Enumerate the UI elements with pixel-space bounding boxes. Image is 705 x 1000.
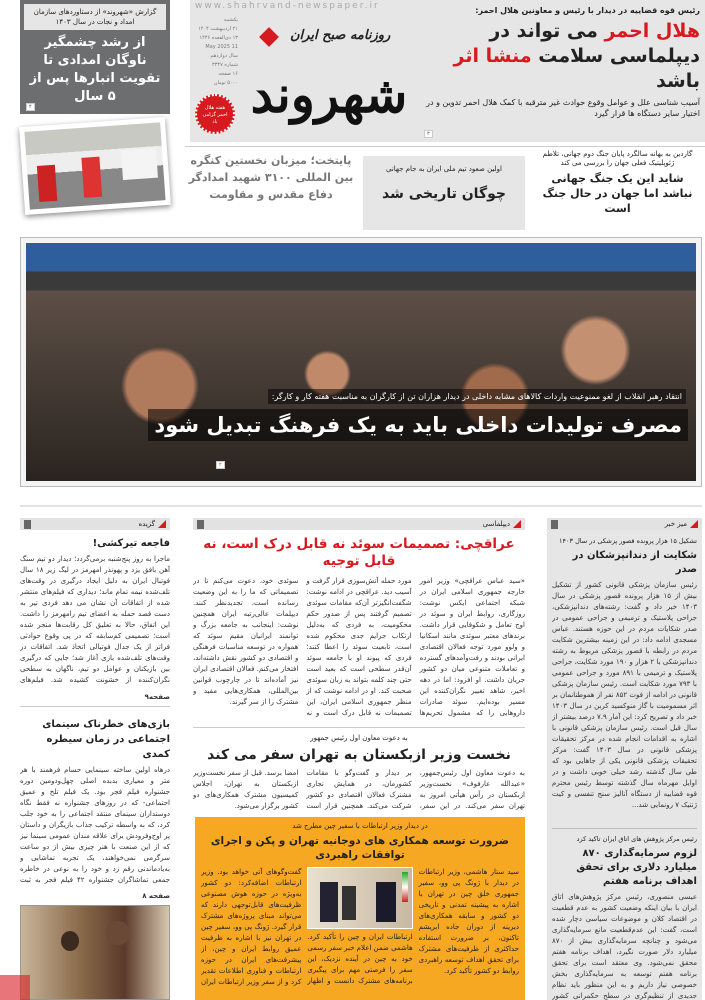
right-column <box>547 518 702 1000</box>
teaser-kicker: اولین صعود تیم ملی ایران به جام جهانی <box>386 165 502 173</box>
red-crescent-stamp: هفته هلال احمر گرامی باد <box>195 94 235 134</box>
section-marker-icon <box>513 520 521 528</box>
item-body: ماجرا به روز پنج‌شنبه برمی‌گردد؛ دیدار دو تیم سنگ آهن بافق یزد و پهونذر امهرمز در لیگ زیر ۱۸ سال فوتبال ایران به دلیل ایجاد درگیری در وقت‌های تلف‌شده نیمه تمام ماند؛ دیداری که فیلم‌های منتشر شده از اتفاقات آن نشان می دهد فردی تیر به دست قصد حمله به اعضای تیم رامهرمز را داشت. این اتفاق، حالا به تعلیق کل رقابت‌ها منجر شده است؛ تصمیمی کم‌سابقه که در پی وقوع حوادثی فراتر از یک جدال فوتبالی اتخاذ شد. اتفاقات در وقت‌های تلف‌شده بازی آغاز شد؛ جایی که درگیری بین بازیکنان و عوامل دو تیم، ناگهان به سطحی نگران‌کننده از خشونت کشیده شد. فیلم‌های <box>20 555 170 684</box>
headline-red-2: منشا اثر <box>453 45 532 67</box>
column-text: گفت‌وگوهای آتی خواهد بود. وزیر ارتباطات اضافه‌کرد: دو کشور به‌ویژه در حوزه هوش مصنوعی ظرفیت‌های قابل‌توجهی دارند که می‌تواند مبنای پروژه‌های مشترک قرار گیرد. ژونگ پی وو، سفیر چین در تهران نیز با اشاره به ظرفیت عمیق روابط ایران و چین، از پیشرفت‌های ایران در حوزه ارتباطات و فناوری اطلاعات تقدیر کرد و از سفر وزیر ارتباطات ایران <box>201 868 302 986</box>
weekday: یکشنبه <box>223 17 238 23</box>
lead-kicker: رئیس قوه قضاییه در دیدار با رئیس و معاونین هلال احمر: <box>475 6 700 15</box>
section-header <box>20 518 170 530</box>
item-headline[interactable]: بازی‌های خطرناک سینمای اجتماعی در زمان سیطره کمدی <box>42 719 170 760</box>
lead-story[interactable] <box>422 6 700 119</box>
section-title: گزیده <box>138 520 155 528</box>
column-text: «سید عباس عراقچی» وزیر امور خارجه جمهوری اسلامی ایران در شبکه اجتماعی ایکس نوشت: روزگاری، روابط ایران و سوئد در اوج تعامل و شکوفایی قرار داشت. برندهای معتبر سوئدی مانند اسکانیا و ولوو مورد توجه فعالان اقتصادی ایرانی بودند و رفت‌وآمدهای گسترده و تعاملات متنوعی میان دو کشور جریان داشت. او افزود: اما در دهه اخیر، شاهد تغییر نگران‌کننده این مسیر بوده‌ایم. سوئد صادرات داروهایی را که مشمول تحریم‌ها <box>419 577 525 717</box>
rescue-vehicles-photo <box>19 117 171 215</box>
price: ۵۰۰۰ تومان <box>213 80 238 86</box>
site-url[interactable]: www.shahrvand-newspaper.ir <box>195 1 380 11</box>
item-kicker: تشکیل ۱۵ هزار پرونده قصور پزشکی در سال ۱۴۰۳ <box>559 537 697 545</box>
column-text: سوئدی خود، دعوت می‌کنم تا در تصمیماتی که ما را به این وضعیت رسانده است، تجدیدنظر کنند. دیپلمات عالی‌رتبه ایران همچنین نوشت: اینجانب به جامعه بزرگ و توانمند ایرانیان مقیم سوئد که همواره در توسعه مناسبات فرهنگی و اقتصادی دو کشور نقش داشته‌اند، افتخار می‌کنم. فعالان اقتصادی ایران نیز آماده‌اند تا در چارچوب قوانین بین‌المللی، همکاری‌هایی مفید و مشترک را از سر گیرند. <box>193 577 299 706</box>
page-ref: ۴ <box>26 103 35 111</box>
section-title: میز خبر <box>664 520 687 528</box>
teaser-polo[interactable] <box>363 156 525 230</box>
item-body: عیسی منصوری، رئیس مرکز پژوهش‌های اتاق ایران با بیان اینکه وضعیت کشور به عدم قطعیت در اقتصاد کلان و موضوعات سیاسی دچار شده است، گفت: این عدم‌قطعیت مانع سرمایه‌گذاری می‌شود و چنانچه سرمایه‌گذاری بیش از ۸۷۰ میلیارد دلار صورت نگیرد، اهداف برنامه هفتم محقق نمی‌شود. وی معتقد است برای تحقق برنامه هفتم توسعه به سرمایه‌گذاری بخش خصوصی نیاز داریم و به این منظور باید نظام جدیدی از تنظیم‌گری در سطح حکمرانی کشور <box>552 893 697 1000</box>
left-column <box>20 518 170 901</box>
watermark-logo <box>0 975 30 1000</box>
film-still-photo <box>20 905 170 1000</box>
story-body <box>193 576 525 719</box>
headline-part: دیپلماسی سلامت <box>538 45 700 67</box>
teaser-headline: از رشد چشمگیر ناوگان امدادی تا تقویت انبارها پس از ۵ سال <box>29 35 161 104</box>
year: سال دوازدهم <box>210 53 238 59</box>
item-headline[interactable]: شکایت از دندانپزشکان در صدر <box>572 550 697 575</box>
page-ref: صفحه ۸ <box>142 892 170 900</box>
column-text: امضا برسد. قبل از سفر نخست‌وزیر ازبکستان به تهران، اجلاس کمیسیون مشترک همکاری‌های دو کشور برگزار می‌شود. <box>193 769 299 810</box>
hero-headline: مصرف تولیدات داخلی باید به یک فرهنگ تبدیل شود <box>148 409 688 441</box>
teaser-headline: شاید این یک جنگ جهانی نباشد اما جهان در حال جنگ است <box>542 172 693 215</box>
teaser-headline: پایتخت؛ میزبان نخستین کنگره بین المللی ۳۱۰۰ شهید امدادگر دفاع مقدس و مقاومت <box>188 154 354 201</box>
top-left-teaser[interactable] <box>20 0 170 114</box>
page-ref: ۳ <box>424 130 433 138</box>
headline-red-1: هلال احمر <box>604 20 700 42</box>
meeting-photo <box>307 867 412 929</box>
pages: ۱۶ صفحه <box>218 71 238 77</box>
lead-summary: آسیب شناسی علل و عوامل وقوع حوادث غیر مترقبه با کمک هلال احمر تدوین و در اختیار سایر دستگاه ها قرار گیرد <box>426 98 700 118</box>
section-header <box>193 518 525 530</box>
section-header <box>547 518 702 530</box>
newspaper-logo: شهروند <box>250 65 408 124</box>
page-ref: ۲ <box>216 461 225 469</box>
divider <box>185 146 705 147</box>
teaser-kicker: گزارش «شهروند» از دستاوردهای سازمان امداد و نجات در سال ۱۴۰۳ <box>24 4 166 30</box>
headline-part: می تواند در <box>489 20 598 42</box>
section-marker-icon <box>690 520 698 528</box>
hero-kicker: انتقاد رهبر انقلاب از لغو ممنوعیت واردات کالاهای مشابه داخلی در دیدار هزاران تن از کارگران به مناسبت هفته کار و کارگر: <box>268 389 686 404</box>
issue-info <box>196 16 238 88</box>
column-text: بر دیدار و گفت‌وگو با مقامات کشورمان، در همایش تجاری مشترک فعالان اقتصادی دو کشور شرکت می‌کند. همچنین قرار است <box>306 769 412 810</box>
item-body: درهاه اولین ساخته سینمایی حسام فرهمند با هر متر و معیاری بدبده اصلی چهل‌ودومین دوره جشنواره فیلم فجر بود. یک فیلم تلخ و عمیق اجتماعی- که در روزهای جشنواره نه فقط نگاه دوستداران سینمای منتقد اجتماعی را به خود جلب کرد، که به واسطه ترکیب جذاب بازیگران و داستان پر اوج‌وفرودش برای علاقه مندان عمومی سینما نیز که از این صنعت با هنر چیزی بیش از دو ساعت سرگرمی نمی‌خواهند، یک تجربه تماشایی و به‌یادماندنی رقم زد و خود را به نوعی در خاطره جمعی تماشاگران جشنواره ۴۲ فیلم فجر به ثبت <box>20 766 170 884</box>
date-hijri: ۱۳ ذی‌القعده ۱۴۴۶ <box>199 35 238 41</box>
story-kicker: در دیدار وزیر ارتباطات با سفیر چین مطرح شد <box>292 822 428 830</box>
item-headline[interactable]: لزوم سرمایه‌گذاری ۸۷۰ میلیارد دلاری برای تحقق اهداف برنامه هفتم <box>576 848 697 887</box>
headline-part: باشد <box>656 70 700 92</box>
story-kicker: به دعوت معاون اول رئیس جمهور <box>310 734 408 742</box>
teaser-war[interactable] <box>533 149 702 233</box>
teaser-congress[interactable] <box>188 152 354 232</box>
item-body: رئیس سازمان پزشکی قانونی کشور از تشکیل بیش از ۱۵ هزار پرونده قصور پزشکی در سال ۱۴۰۳ خبر داد و گفت: رشته‌های دندانپزشکی، جراحی پلاستیک و ترمیمی و جراحی عمومی در صدر شکایات مردم در این حوزه هستند. عباس مسجدی ادامه داد: در این زمینه بیشترین شکایت مردم در رابطه با قصور پزشکی مربوط به رشته دندانپزشکی با ۲ هزار و ۱۹۰ مورد شکایت، جراحی پلاستیک و ترمیمی با ۸۹۱ مورد و جراحی عمومی با ۷۹۳ مورد شکایت است. رئیس سازمان پزشکی قانونی در ادامه از فوت ۸۵۲ نفر از هموطنانمان بر اثر مسمومیت با گاز منوکسید کربن در سال ۱۴۰۳ خبر داد و تصریح کرد: این آمار ۷.۹ درصد بیشتر از سال قبل است. رئیس سازمان پزشکی قانونی با اشاره به اقدامات انجام شده در مرکز تحقیقات پزشکی قانونی در سال ۱۴۰۳ گفت: مرکز تحقیقات پزشکی قانونی یکی از جاهایی بود که طی سال گذشته رشد خیلی خوبی داشت و در اوایل مهرماه سال گذشته توسط رئیس محترم قوه قضاییه از دستگاه آنالیز سنج تنفسی و کیت ژنتیک ۷ رونمایی شد... <box>552 581 697 809</box>
issue-number: شماره ۳۳۴۷ <box>212 62 238 68</box>
column-text: ارتباطات ایران و چین را تأکید کرد. هاشمی ضمن اعلام خبر سفر رسمی خود به چین در آینده نزدیک، این سفر را فرصتی مهم برای پیگیری برنامه‌های مشترک دانست و اظهار <box>307 933 413 985</box>
date-persian: ۲۱ اردیبهشت ۱۴۰۴ <box>198 26 238 32</box>
china-story-box[interactable] <box>195 817 525 1000</box>
column-text: مورد حمله آتش‌سوزی قرار گرفت و آسیب دید. عراقچی در ادامه نوشت: شگفت‌انگیزتر آن‌که مقامات سوئدی تصمیم گرفتند پس از صدور حکم محکومیت، به فردی که به‌دلیل ارتکاب جرایم جدی محکوم شده است، تابعیت سوئد را اعطا کنند؛ فردی که پیوند او با جامعه سوئد آن‌قدر سطحی است که بعید است حتی چند کلمه بتواند به زبان سوئدی صحبت کند. او در ادامه نوشت که از منظر جمهوری اسلامی ایران، این تصمیمات نه قابل درک است و نه <box>306 577 412 717</box>
story-headline[interactable]: نخست وزیر ازبکستان به تهران سفر می کند <box>207 747 511 763</box>
item-kicker: رئیس مرکز پژوهش های اتاق ایران تاکید کرد <box>576 835 697 843</box>
lead-headline <box>422 19 700 94</box>
section-title: دیپلماسی <box>482 520 510 528</box>
column-text: سید ستار هاشمی، وزیر ارتباطات در دیدار با ژونگ پی وو، سفیر جمهوری خلق چین در تهران با اشاره به پیشینه تمدنی و تاریخی دو کشور و سابقه همکاری‌های دیرینه از دوران جاده ابریشم تاکنون، بر ضرورت استفاده حداکثری از ظرفیت‌های مشترک برای تحقق اهداف توسعه راهبردی روابط دو کشور تأکید کرد. <box>418 868 519 975</box>
story-headline[interactable]: عراقچی: تصمیمات سوئد نه قابل درک است، نه قابل توجیه <box>203 536 515 569</box>
section-marker-icon <box>158 520 166 528</box>
hero-story[interactable] <box>20 237 702 487</box>
teaser-headline: چوگان تاریخی شد <box>382 186 506 202</box>
crowd-photo <box>26 243 696 481</box>
middle-column <box>193 518 525 812</box>
item-headline[interactable]: فاجعه تیرکشی! <box>92 538 170 549</box>
tagline: روزنامه صبح ایران <box>290 28 391 43</box>
story-body <box>193 768 525 812</box>
date-gregorian: 11 May 2025 <box>205 44 238 50</box>
story-headline: ضرورت توسعه همکاری های دوجانبه تهران و پکن و اجرای توافقات راهبردی <box>210 835 510 861</box>
column-text: به دعوت معاون اول رئیس‌جمهور، «عبدالله عارفوف» نخست‌وزیر ازبکستان در رأس هیأتی امروز به تهران سفر می‌کند. در این سفر، <box>419 769 525 810</box>
divider <box>20 505 702 507</box>
page-ref: صفحه۹ <box>20 692 170 707</box>
teaser-kicker: گاردین به بهانه سالگرد پایان جنگ دوم جهانی، تلاطم ژئوپلیتیک فعلی جهان را بررسی می کند <box>542 150 693 167</box>
